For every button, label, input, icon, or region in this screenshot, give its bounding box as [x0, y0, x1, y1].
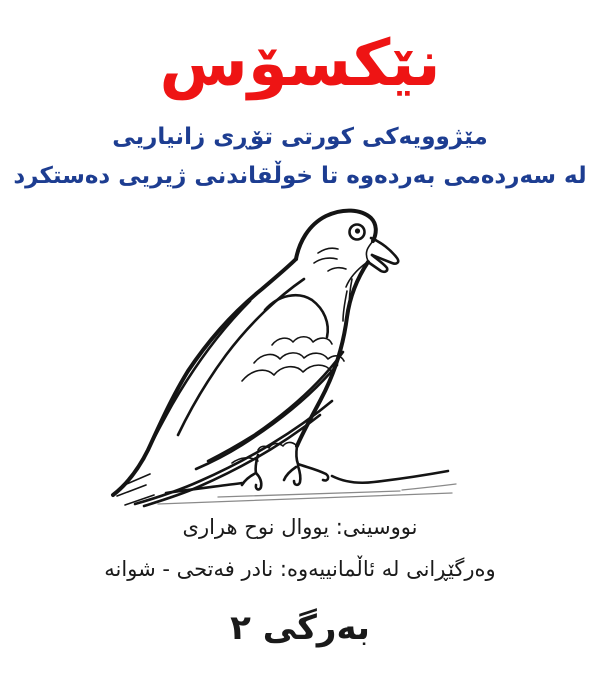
subtitle-line-1: مێژوویەکی کورتی تۆڕی زانیاریی	[112, 124, 488, 150]
book-subtitle	[0, 118, 600, 196]
author-line: نووسینی: یووال نوح هراری	[182, 515, 418, 539]
subtitle-line-2: لە سەردەمی بەردەوە تا خوڵقاندنی ژیریی دەستکرد	[13, 163, 587, 189]
translation-line: وەرگێڕانی لە ئاڵمانییەوە: نادر فەتحی - شوانە	[104, 557, 496, 581]
credits	[0, 506, 600, 590]
volume-label: بەرگی ٢	[230, 608, 370, 648]
pigeon-head	[296, 211, 376, 287]
pigeon-wing	[178, 279, 344, 469]
pigeon-eye	[350, 225, 365, 240]
book-title: نێکسۆس	[159, 27, 441, 101]
branch	[158, 471, 456, 504]
pigeon-beak	[366, 238, 398, 272]
pigeon-body	[232, 262, 368, 463]
pigeon-illustration	[100, 205, 465, 515]
